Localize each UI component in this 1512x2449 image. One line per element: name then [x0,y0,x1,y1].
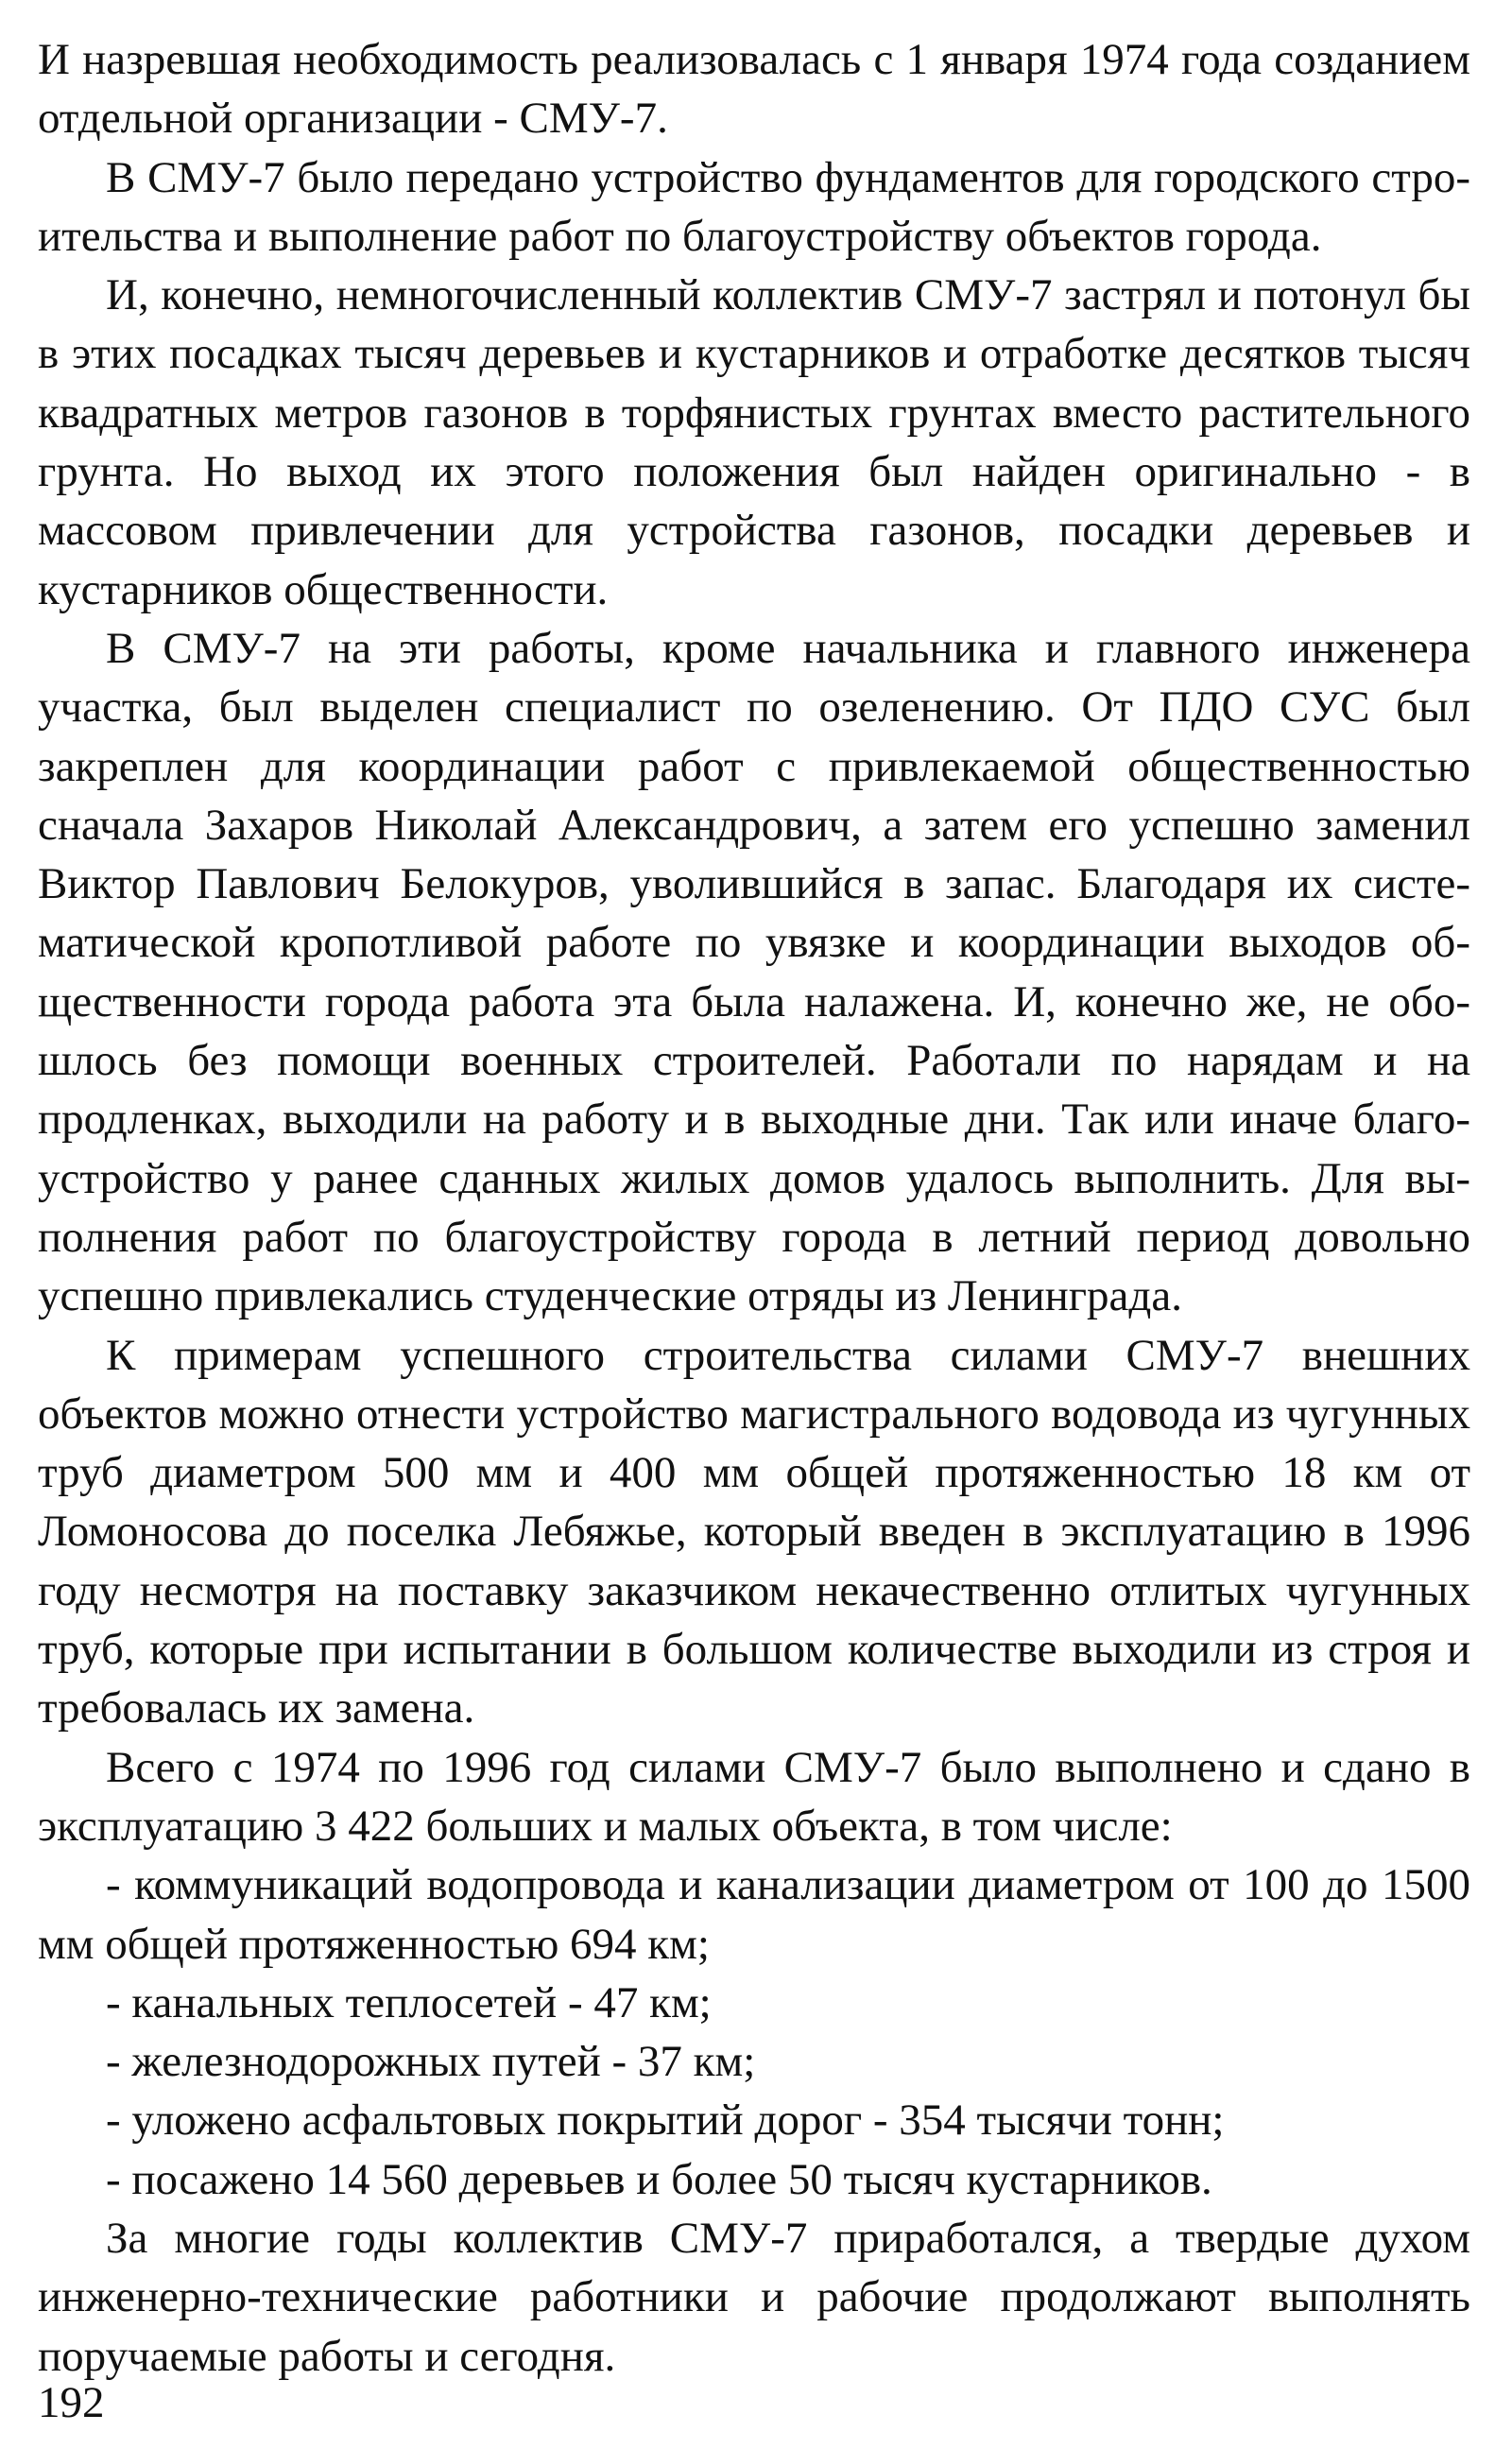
page-number: 192 [38,2378,105,2427]
list-item: - посажено 14 560 деревьев и более 50 тысяч кустарников. [106,2154,1212,2204]
paragraph: И назревшая необходимость реализовалась с 1 января 1974 года созданием отдельной организации - СМУ-7. [38,35,1470,144]
paragraph: Всего с 1974 по 1996 год силами СМУ-7 было выполнено и сдано в эксплуатацию 3 422 больших и малых объекта, в том числе: [38,1742,1470,1851]
list-item: - железнодорожных путей - 37 км; [106,2037,756,2087]
list-item: - коммуникаций водопровода и канализации диаметром от 100 до 1500 мм общей протяженностью 694 км; [38,1860,1470,1969]
paragraph: В СМУ-7 было передано устройство фундаментов для городского строительства и выполнение работ по благоустройству объектов города. [38,152,1470,261]
list-item: - уложено асфальтовых покрытий дорог - 354 тысячи тонн; [106,2095,1225,2146]
paragraph: И, конечно, немногочисленный коллектив СМУ-7 застрял и потонул бы в этих посадках тысяч деревьев и кустарников и отработке десятков тысяч квадратных метров газонов в торфянистых грунтах вместо растительного грунта. Но выход их этого положения был найден оригинально - в массовом привлечении для устройства газонов, посадки деревьев и кустарников общественности. [38,270,1470,614]
list-item: - канальных теплосетей - 47 км; [106,1977,712,2027]
paragraph: К примерам успешного строительства силами СМУ-7 внешних объектов можно отнести устройство магистрального водовода из чугунных труб диаметром 500 мм и 400 мм общей протяженностью 18 км от Ломоносова до поселка Лебяжье, который введен в эксплуатацию в 1996 году несмотря на поставку заказчиком некачественно отлитых чугунных труб, которые при испытании в большом количестве выходили из строя и требовалась их замена. [38,1330,1470,1733]
page-body [38,30,1470,2386]
paragraph: В СМУ-7 на эти работы, кроме начальника и главного инженера участка, был выделен специалист по озеленению. От ПДО СУС был закреплен для координации работ с привлекаемой общественностью сначала Захаров Николай Александрович, а затем его успешно заменил Виктор Павлович Белокуров, уволившийся в запас. Благодаря их систематической кропотливой работе по увязке и координации выходов общественности города работа эта была налажена. И, конечно же, не обошлось без помощи военных строителей. Работали по нарядам и на продленках, выходили на работу и в выходные дни. Так или иначе благоустройство у ранее сданных жилых домов удалось выполнить. Для выполнения работ по благоустройству города в летний период довольно успешно привлекались студенческие отряды из Ленинграда. [38,623,1470,1321]
closing-paragraph: За многие годы коллектив СМУ-7 приработался, а твердые духом инженерно-технические работники и рабочие продолжают выполнять поручаемые работы и сегодня. [38,2213,1470,2381]
